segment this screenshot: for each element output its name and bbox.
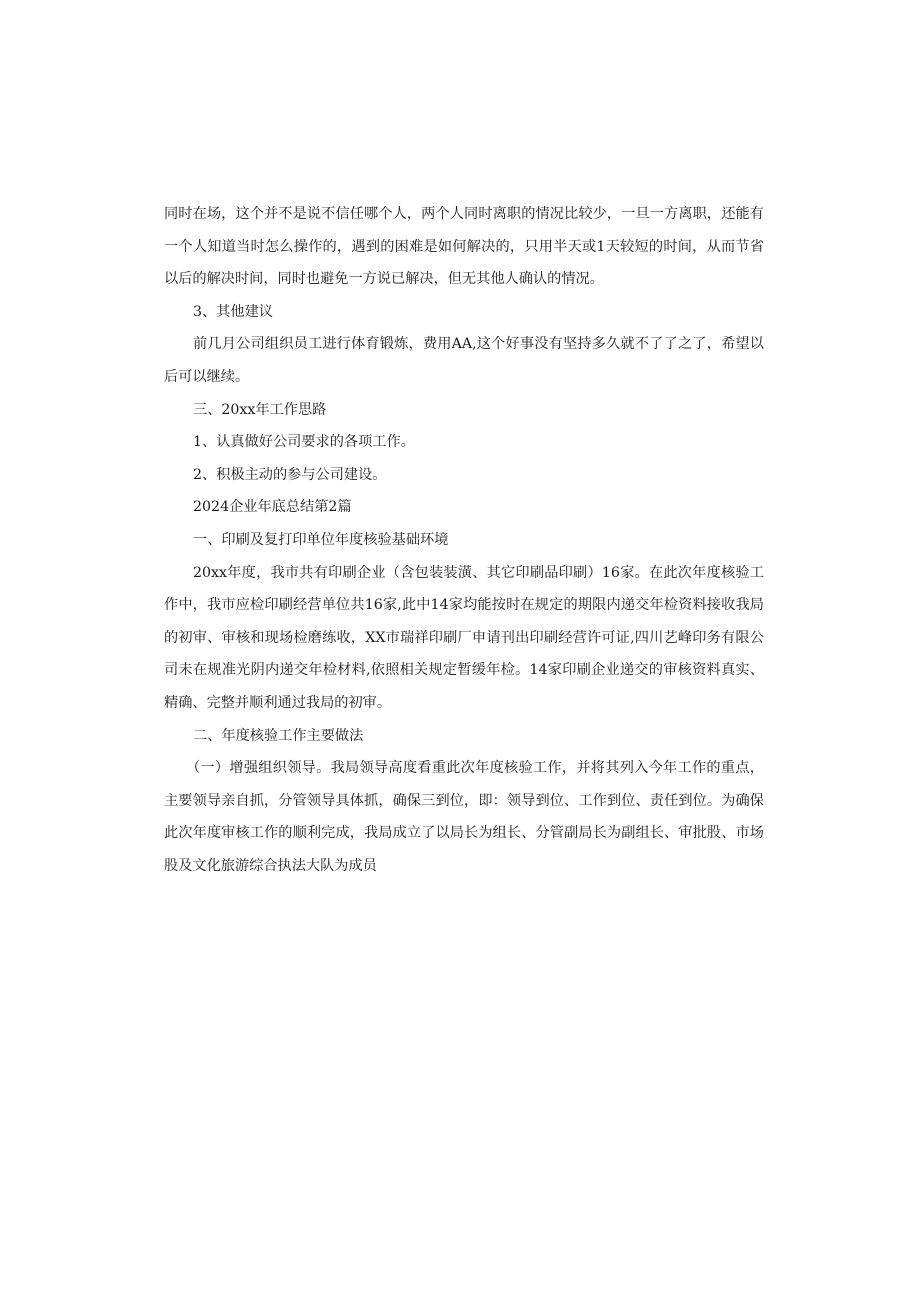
document-body (164, 198, 764, 882)
paragraph-continuation: 同时在场，这个并不是说不信任哪个人，两个人同时离职的情况比较少，一旦一方离职，还能有一个人知道当时怎么操作的，遇到的困难是如何解决的，只用半天或1天较短的时间，从而节省以后的解决时间，同时也避免一方说已解决，但无其他人确认的情况。 (164, 206, 764, 288)
paragraph-sports-activity: 前几月公司组织员工进行体育锻炼，费用AA,这个好事没有坚持多久就不了了之了，希望以后可以继续。 (164, 336, 764, 385)
list-item-2: 2、积极主动的参与公司建设。 (193, 466, 387, 483)
heading-main-practices: 二、年度核验工作主要做法 (193, 727, 364, 744)
list-item-1: 1、认真做好公司要求的各项工作。 (193, 434, 415, 451)
paragraph-organization-leadership: （一）增强组织领导。我局领导高度看重此次年度核验工作，并将其列入今年工作的重点，主要领导亲自抓，分管领导具体抓，确保三到位，即：领导到位、工作到位、责任到位。为确保此次年度审核工作的顺利完成，我局成立了以局长为组长、分管副局长为副组长、审批股、市场股及文化旅游综合执法大队为成员 (164, 760, 764, 874)
heading-work-plan: 三、20xx年工作思路 (193, 401, 327, 418)
heading-other-suggestions: 3、其他建议 (193, 303, 273, 320)
heading-basic-environment: 一、印刷及复打印单位年度核验基础环境 (193, 531, 449, 548)
paragraph-annual-inspection: 20xx年度，我市共有印刷企业（含包装装潢、其它印刷品印刷）16家。在此次年度核验工作中，我市应检印刷经营单位共16家,此中14家均能按时在规定的期限内递交年检资料接收我局的初审、审核和现场检磨练收，XX市瑞祥印刷厂申请刊出印刷经营许可证,四川艺峰印务有限公司未在规准光阴内递交年检材料,依照相关规定暂缓年检。14家印刷企业递交的审核资料真实、精确、完整并顺利通过我局的初审。 (164, 564, 764, 711)
section-title-part-2: 2024企业年底总结第2篇 (193, 499, 352, 516)
